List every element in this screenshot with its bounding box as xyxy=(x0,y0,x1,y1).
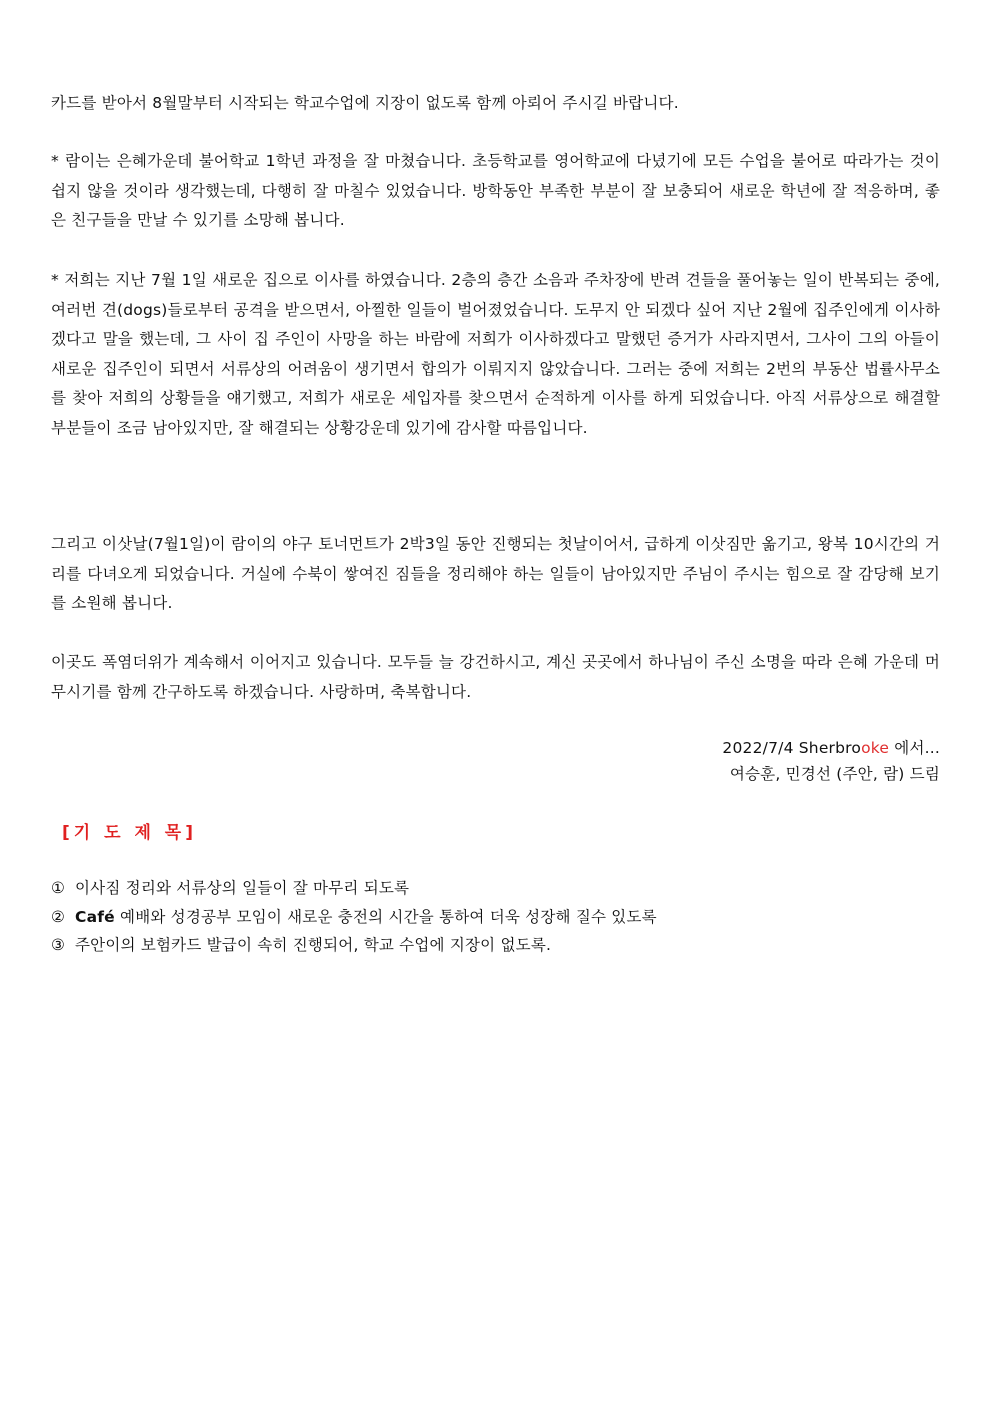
prayer-item xyxy=(51,903,940,932)
prayer-title: [기 도 제 목] xyxy=(62,823,197,843)
signature-names: 여승훈, 민경선 (주안, 람) 드림 xyxy=(729,765,940,783)
prayer-item xyxy=(51,874,940,903)
paragraph-ram-school: * 람이는 은혜가운데 불어학교 1학년 과정을 잘 마쳤습니다. 초등학교를 영어학교에 다녔기에 모든 수업을 불어로 따라가는 것이 쉽지 않을 것이라 생각했는데, 다행히 잘 마칠수 있었습니다. 방학동안 부족한 부분이 잘 보충되어 새로운 학년에 잘 적응하며, 좋은 친구들을 만날 수 있기를 소망해 봅니다. xyxy=(51,152,940,229)
prayer-item-bold: Café xyxy=(75,907,115,926)
prayer-item-text: 이사짐 정리와 서류상의 일들이 잘 마무리 되도록 xyxy=(75,879,410,897)
paragraph-tournament: 그리고 이삿날(7월1일)이 람이의 야구 토너먼트가 2박3일 동안 진행되는 첫날이어서, 급하게 이삿짐만 옮기고, 왕복 10시간의 거리를 다녀오게 되었습니다. 거실에 수북이 쌓여진 짐들을 정리해야 하는 일들이 남아있지만 주님이 주시는 힘으로 잘 감당해 보기를 소원해 봅니다. xyxy=(51,535,940,612)
prayer-list xyxy=(51,874,940,960)
signature-date-prefix: 2022/7/4 Sherbro xyxy=(722,739,862,757)
paragraph-closing: 이곳도 폭염더위가 계속해서 이어지고 있습니다. 모두들 늘 강건하시고, 계신 곳곳에서 하나님이 주신 소명을 따라 은혜 가운데 머무시기를 함께 간구하도록 하겠습니다. 사랑하며, 축복합니다. xyxy=(51,653,940,701)
signature-date-accent: oke xyxy=(861,739,890,757)
prayer-item-number: ① xyxy=(51,879,66,897)
prayer-item-text: 주안이의 보험카드 발급이 속히 진행되어, 학교 수업에 지장이 없도록. xyxy=(75,936,552,954)
paragraph-moving: * 저희는 지난 7월 1일 새로운 집으로 이사를 하였습니다. 2층의 층간 소음과 주차장에 반려 견들을 풀어놓는 일이 반복되는 중에, 여러번 견(dogs)들로부터 공격을 받으면서, 아찔한 일들이 벌어졌었습니다. 도무지 안 되겠다 싶어 지난 2월에 집주인에게 이사하겠다고 말을 했는데, 그 사이 집 주인이 사망을 하는 바람에 저희가 이사하겠다고 말했던 증거가 사라지면서, 그사이 그의 아들이 새로운 집주인이 되면서 서류상의 어려움이 생기면서 합의가 이뤄지지 않았습니다. 그러는 중에 저희는 2번의 부동산 법률사무소를 찾아 저희의 상황들을 얘기했고, 저희가 새로운 세입자를 찾으면서 순적하게 이사를 하게 되었습니다. 아직 서류상으로 해결할 부분들이 조금 남아있지만, 잘 해결되는 상황강운데 있기에 감사할 따름입니다. xyxy=(51,271,940,437)
paragraph-school-card: 카드를 받아서 8월말부터 시작되는 학교수업에 지장이 없도록 함께 아뢰어 주시길 바랍니다. xyxy=(51,94,679,112)
prayer-item-number: ② xyxy=(51,907,66,926)
signature-block xyxy=(722,735,940,787)
prayer-item-text: 예배와 성경공부 모임이 새로운 충전의 시간을 통하여 더욱 성장해 질수 있도록 xyxy=(114,907,657,926)
signature-date-suffix: 에서... xyxy=(889,739,940,757)
prayer-item-number: ③ xyxy=(51,936,66,954)
prayer-item xyxy=(51,931,940,960)
signature-date xyxy=(722,735,940,761)
